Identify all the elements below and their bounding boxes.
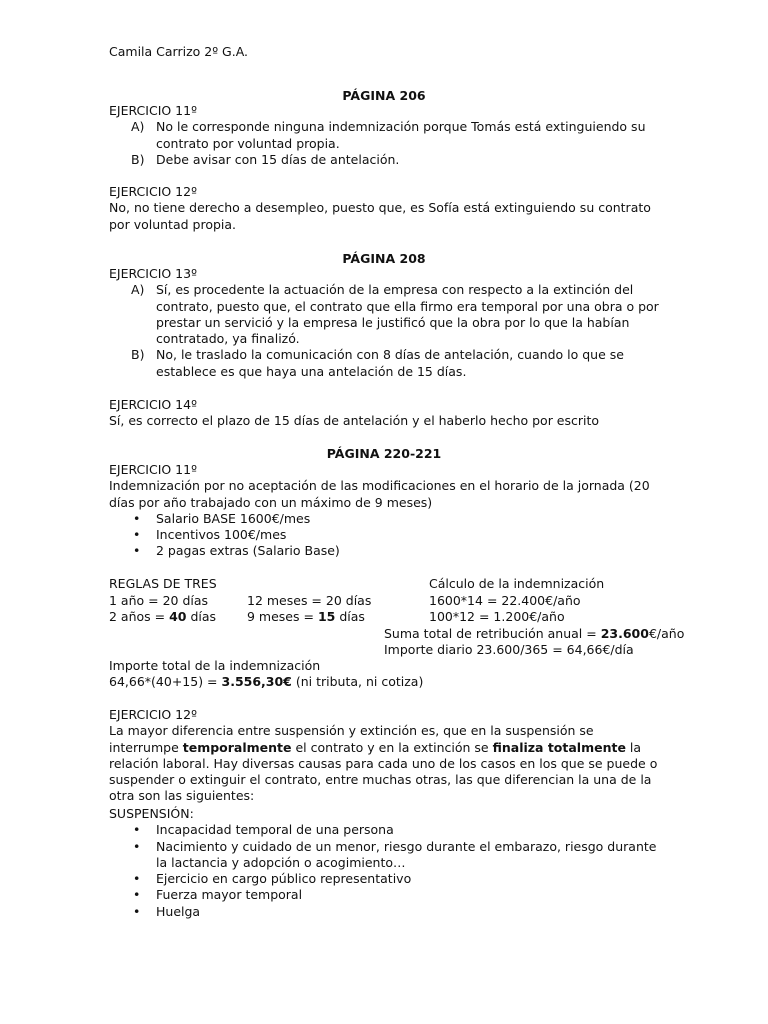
item-text: Debe avisar con 15 días de antelación. <box>156 151 400 167</box>
bullet: • <box>133 903 141 919</box>
item-text: Ejercicio en cargo público representativo <box>156 871 412 887</box>
item-text: Salario BASE 1600€/mes <box>156 510 311 526</box>
exercise-title: EJERCICIO 14º <box>109 397 197 412</box>
exercise-text: No, no tiene derecho a desempleo, puesto que, es Sofía está extinguiendo su contrato por voluntad propia. <box>109 200 651 232</box>
bullet: • <box>133 527 141 543</box>
importe-title: Importe total de la indemnización <box>109 658 321 673</box>
item-text: Huelga <box>156 903 201 919</box>
bullet: • <box>133 871 141 887</box>
item-label: B) <box>131 151 145 167</box>
list-item <box>109 282 664 347</box>
list-item <box>109 152 664 168</box>
exercise-13-p208 <box>109 266 664 380</box>
bullet: • <box>133 510 141 526</box>
exercise-title: EJERCICIO 11º <box>109 462 197 477</box>
item-text: No le corresponde ninguna indemnización porque Tomás está extinguiendo su contrato por voluntad propia. <box>156 119 646 151</box>
item-label: A) <box>131 282 145 298</box>
exercise-title: EJERCICIO 11º <box>109 103 197 118</box>
list-item <box>109 119 664 152</box>
item-text: Fuerza mayor temporal <box>156 887 303 903</box>
list-item <box>109 511 664 527</box>
reglas-title: REGLAS DE TRES <box>109 576 217 591</box>
item-text: Incapacidad temporal de una persona <box>156 822 394 838</box>
exercise-11-p220 <box>109 462 664 560</box>
suspension-list <box>109 806 664 920</box>
exercise-title: EJERCICIO 12º <box>109 707 197 722</box>
exercise-text: Sí, es correcto el plazo de 15 días de antelación y el haberlo hecho por escrito <box>109 413 600 429</box>
list-item <box>109 887 664 903</box>
section-title-206: PÁGINA 206 <box>342 88 426 103</box>
bullet: • <box>133 887 141 903</box>
list-item <box>109 347 664 380</box>
item-text: Incentivos 100€/mes <box>156 527 287 543</box>
exercise-title: EJERCICIO 13º <box>109 266 197 281</box>
regla-2b: 9 meses = 15 días <box>247 609 365 624</box>
section-title-208: PÁGINA 208 <box>342 251 426 266</box>
regla-1a: 1 año = 20 días <box>109 593 209 608</box>
exercise-11-p206 <box>109 103 664 168</box>
exercise-12-p206 <box>109 184 664 233</box>
calculo-title: Cálculo de la indemnización <box>429 576 605 591</box>
list-item <box>109 871 664 887</box>
list-item <box>109 822 664 838</box>
list-item <box>109 543 664 559</box>
bullet: • <box>133 822 141 838</box>
item-label: B) <box>131 347 145 363</box>
bullet: • <box>133 838 141 854</box>
exercise-intro: Indemnización por no aceptación de las modificaciones en el horario de la jornada (20 días por año trabajado con un máximo de 9 meses) <box>109 478 650 510</box>
regla-2a: 2 años = 40 días <box>109 609 217 624</box>
importe-total <box>109 658 664 691</box>
calculo-line-2: 100*12 = 1.200€/año <box>429 609 565 624</box>
importe-diario: Importe diario 23.600/365 = 64,66€/día <box>384 642 634 657</box>
exercise-12-p220 <box>109 707 664 805</box>
exercise-14-p208 <box>109 397 664 430</box>
suma-total: Suma total de retribución anual = 23.600€/año <box>384 626 685 641</box>
bullet: • <box>133 543 141 559</box>
item-text: Nacimiento y cuidado de un menor, riesgo durante el embarazo, riesgo durante la lactancia y adopción o acogimiento… <box>156 838 657 870</box>
calculo-line-1: 1600*14 = 22.400€/año <box>429 593 581 608</box>
exercise-text: La mayor diferencia entre suspensión y extinción es, que en la suspensión se interrumpe temporalmente el contrato y en la extinción se finaliza totalmente la relación laboral. Hay diversas causas para cada uno de los casos en los que se puede o suspender o extinguir el contrato, entre muchas otras, las que diferencian la una de la otra son las siguientes: <box>109 723 658 804</box>
list-item <box>109 904 664 920</box>
list-item <box>109 527 664 543</box>
suspension-title: SUSPENSIÓN: <box>109 806 194 821</box>
item-text: No, le traslado la comunicación con 8 días de antelación, cuando lo que se establece es que haya una antelación de 15 días. <box>156 347 624 379</box>
importe-calc: 64,66*(40+15) = 3.556,30€ (ni tributa, ni cotiza) <box>109 674 424 690</box>
list-item <box>109 839 664 872</box>
exercise-title: EJERCICIO 12º <box>109 184 197 199</box>
section-title-220: PÁGINA 220-221 <box>326 446 442 461</box>
item-text: Sí, es procedente la actuación de la empresa con respecto a la extinción del contrato, puesto que, el contrato que ella firmo era temporal por una obra o por prestar un servició y la empresa le justificó que la obra por lo que la habían contratado, ya finalizó. <box>156 282 659 347</box>
item-text: 2 pagas extras (Salario Base) <box>156 543 340 559</box>
author-line: Camila Carrizo 2º G.A. <box>109 44 249 59</box>
regla-1b: 12 meses = 20 días <box>247 593 372 608</box>
item-label: A) <box>131 119 145 135</box>
